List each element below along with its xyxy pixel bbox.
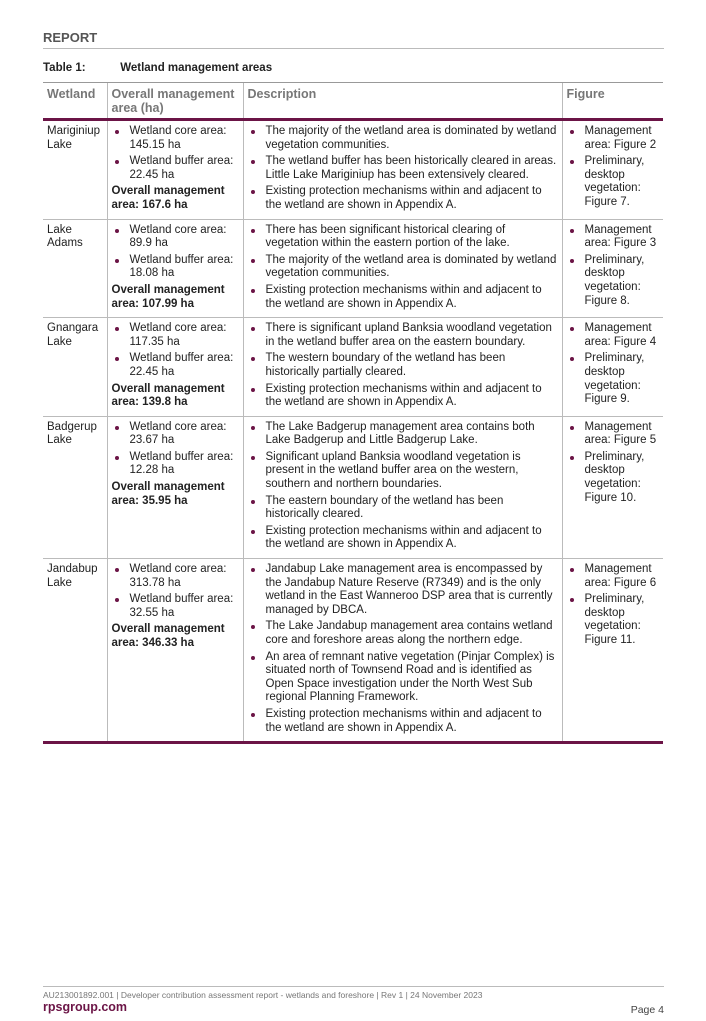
description-item: Existing protection mechanisms within and adjacent to the wetland are shown in Appendix A. [248, 284, 558, 311]
area-item: Wetland core area: 313.78 ha [112, 563, 239, 590]
table-caption [43, 62, 272, 74]
table-number: Table 1: [43, 62, 86, 74]
wetland-name: Jandabup Lake [43, 559, 107, 743]
area-item: Wetland core area: 117.35 ha [112, 322, 239, 349]
description-cell [243, 120, 562, 220]
description-item: Existing protection mechanisms within and adjacent to the wetland are shown in Appendix A. [248, 383, 558, 410]
table-row [43, 559, 663, 743]
figure-item: Management area: Figure 6 [567, 563, 660, 590]
footer-brand-link[interactable]: rpsgroup.com [43, 1000, 128, 1014]
area-cell [107, 318, 243, 417]
description-cell [243, 219, 562, 318]
figure-cell [562, 120, 663, 220]
description-item: Existing protection mechanisms within and adjacent to the wetland are shown in Appendix A. [248, 185, 558, 212]
area-cell [107, 559, 243, 743]
description-item: The Lake Jandabup management area contains wetland core and foreshore areas along the northern edge. [248, 620, 558, 647]
area-item: Wetland buffer area: 12.28 ha [112, 451, 239, 478]
table-row [43, 120, 663, 220]
overall-area: Overall management area: 139.8 ha [111, 382, 225, 409]
figure-item: Management area: Figure 5 [567, 421, 660, 448]
description-item: Existing protection mechanisms within and adjacent to the wetland are shown in Appendix A. [248, 708, 558, 735]
figure-item: Management area: Figure 4 [567, 322, 660, 349]
description-item: Significant upland Banksia woodland vegetation is present in the wetland buffer area on the western, southern and northern boundaries. [248, 451, 558, 492]
figure-item: Management area: Figure 2 [567, 125, 660, 152]
description-item: Existing protection mechanisms within and adjacent to the wetland are shown in Appendix A. [248, 525, 558, 552]
report-header: REPORT [43, 30, 664, 49]
page-number: Page 4 [630, 1004, 664, 1016]
figure-item: Preliminary, desktop vegetation: Figure 10. [567, 451, 660, 505]
description-item: The wetland buffer has been historically cleared in areas. Little Lake Mariginiup has been extensively cleared. [248, 155, 558, 182]
figure-cell [562, 318, 663, 417]
overall-area: Overall management area: 167.6 ha [111, 185, 225, 211]
footer-doc-info: AU213001892.001 | Developer contribution assessment report - wetlands and foreshore | Rev 1 | 24 November 2023 [43, 986, 664, 1000]
description-item: There has been significant historical clearing of vegetation within the eastern portion of the lake. [248, 224, 558, 251]
wetland-name: Lake Adams [43, 219, 107, 318]
area-item: Wetland buffer area: 22.45 ha [112, 352, 239, 379]
area-cell [107, 416, 243, 558]
figure-item: Preliminary, desktop vegetation: Figure 8. [567, 254, 660, 308]
wetland-name: Gnangara Lake [43, 318, 107, 417]
description-cell [243, 559, 562, 743]
description-cell [243, 416, 562, 558]
description-item: The western boundary of the wetland has been historically partially cleared. [248, 352, 558, 379]
figure-item: Management area: Figure 3 [567, 224, 660, 251]
figure-cell [562, 416, 663, 558]
area-item: Wetland core area: 89.9 ha [112, 224, 239, 251]
description-cell [243, 318, 562, 417]
area-cell [107, 120, 243, 220]
table-row [43, 318, 663, 417]
figure-cell [562, 219, 663, 318]
area-cell [107, 219, 243, 318]
wetland-name: Mariginiup Lake [47, 125, 101, 151]
col-header-description: Description [243, 83, 562, 120]
area-item: Wetland core area: 23.67 ha [112, 421, 239, 448]
col-header-figure: Figure [562, 83, 663, 120]
table-row [43, 416, 663, 558]
description-item: The eastern boundary of the wetland has been historically cleared. [248, 495, 558, 522]
col-header-wetland: Wetland [43, 83, 107, 120]
overall-area: Overall management area: 107.99 ha [111, 283, 225, 310]
wetland-name: Badgerup Lake [43, 416, 107, 558]
description-item: The majority of the wetland area is dominated by wetland vegetation communities. [248, 125, 558, 152]
table-header-row [43, 83, 663, 120]
description-item: An area of remnant native vegetation (Pinjar Complex) is situated north of Townsend Road and is identified as Open Space investigation under the North West Sub regional Planning Framework. [248, 651, 558, 705]
overall-area: Overall management area: 346.33 ha [111, 623, 225, 649]
col-header-area: Overall management area (ha) [107, 83, 243, 120]
figure-item: Preliminary, desktop vegetation: Figure 11. [567, 593, 660, 647]
table-row [43, 219, 663, 318]
wetland-table [43, 82, 663, 744]
description-item: The majority of the wetland area is dominated by wetland vegetation communities. [248, 254, 558, 281]
table-title: Wetland management areas [120, 62, 273, 74]
description-item: The Lake Badgerup management area contains both Lake Badgerup and Little Badgerup Lake. [248, 421, 558, 448]
description-item: There is significant upland Banksia woodland vegetation in the wetland buffer area on the eastern boundary. [248, 322, 558, 349]
figure-item: Preliminary, desktop vegetation: Figure 9. [567, 352, 660, 406]
description-item: Jandabup Lake management area is encompassed by the Jandabup Nature Reserve (R7349) and is the only wetland in the East Wanneroo DSP area that is currently managed by DBCA. [248, 563, 558, 617]
area-item: Wetland buffer area: 18.08 ha [112, 254, 239, 281]
area-item: Wetland buffer area: 22.45 ha [112, 155, 239, 182]
area-item: Wetland core area: 145.15 ha [112, 125, 239, 152]
figure-cell [562, 559, 663, 743]
area-item: Wetland buffer area: 32.55 ha [112, 593, 239, 620]
overall-area: Overall management area: 35.95 ha [111, 481, 225, 507]
figure-item: Preliminary, desktop vegetation: Figure 7. [567, 155, 660, 209]
